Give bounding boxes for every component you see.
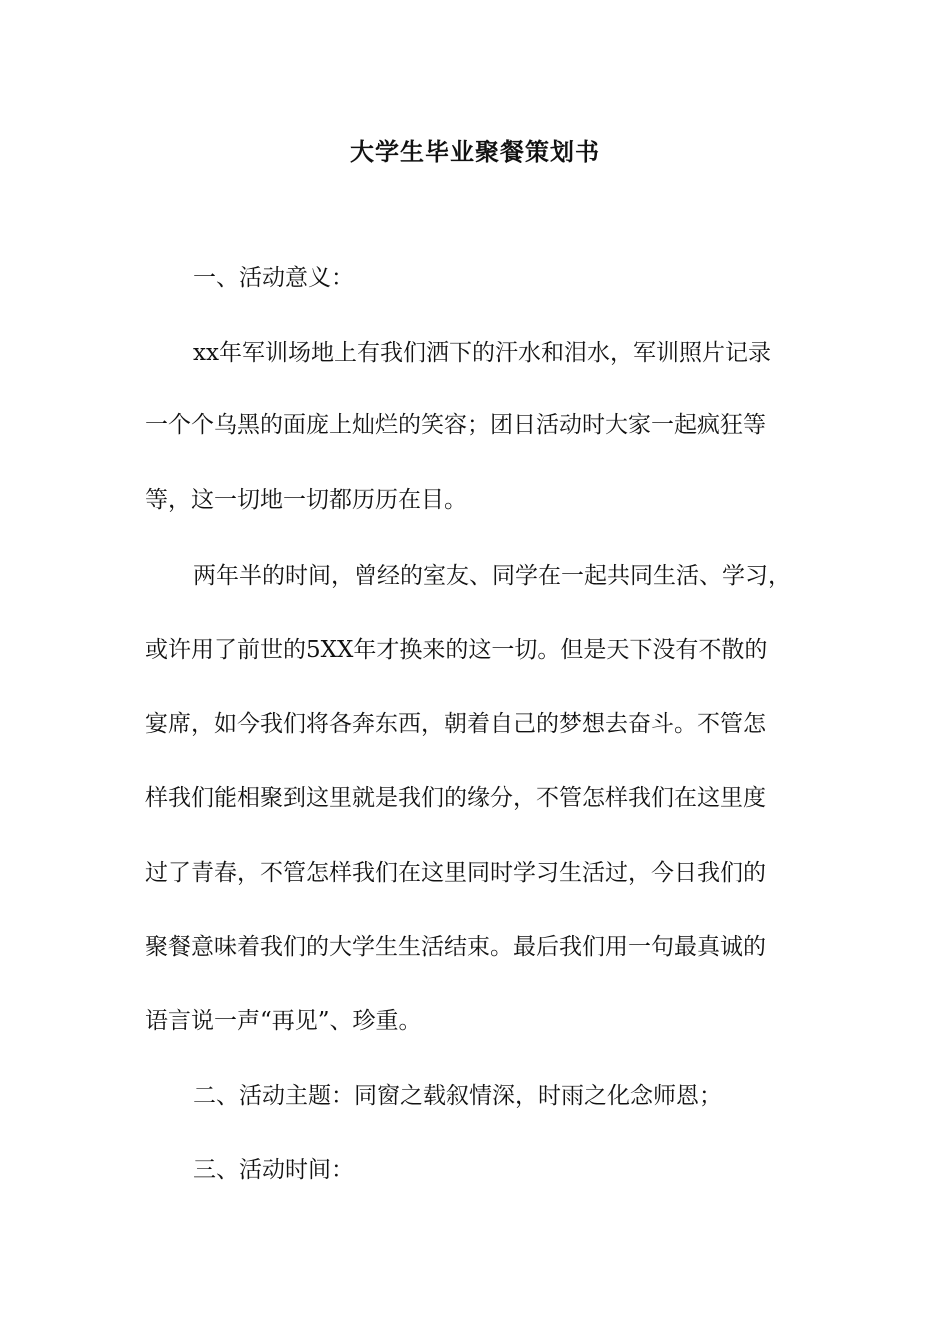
section-heading-significance: 一、活动意义： [193,265,354,291]
paragraph-line: 一个个乌黑的面庞上灿烂的笑容；团日活动时大家一起疯狂等 [145,412,766,438]
paragraph-line: 两年半的时间，曾经的室友、同学在一起共同生活、学习， [193,563,791,589]
paragraph-line: 宴席，如今我们将各奔东西，朝着自己的梦想去奋斗。不管怎 [145,711,766,737]
section-heading-time: 三、活动时间： [193,1157,354,1183]
paragraph-line: 语言说一声“再见”、珍重。 [145,1008,422,1034]
paragraph-line: xx年军训场地上有我们洒下的汗水和泪水，军训照片记录 [193,340,771,366]
document-title: 大学生毕业聚餐策划书 [350,137,600,166]
section-heading-theme: 二、活动主题：同窗之载叙情深，时雨之化念师恩； [193,1083,722,1109]
paragraph-line: 聚餐意味着我们的大学生生活结束。最后我们用一句最真诚的 [145,934,766,960]
paragraph-line: 样我们能相聚到这里就是我们的缘分，不管怎样我们在这里度 [145,785,766,811]
paragraph-line: 或许用了前世的5XX年才换来的这一切。但是天下没有不散的 [145,637,768,663]
paragraph-line: 过了青春，不管怎样我们在这里同时学习生活过，今日我们的 [145,860,766,886]
paragraph-line: 等，这一切地一切都历历在目。 [145,487,467,513]
